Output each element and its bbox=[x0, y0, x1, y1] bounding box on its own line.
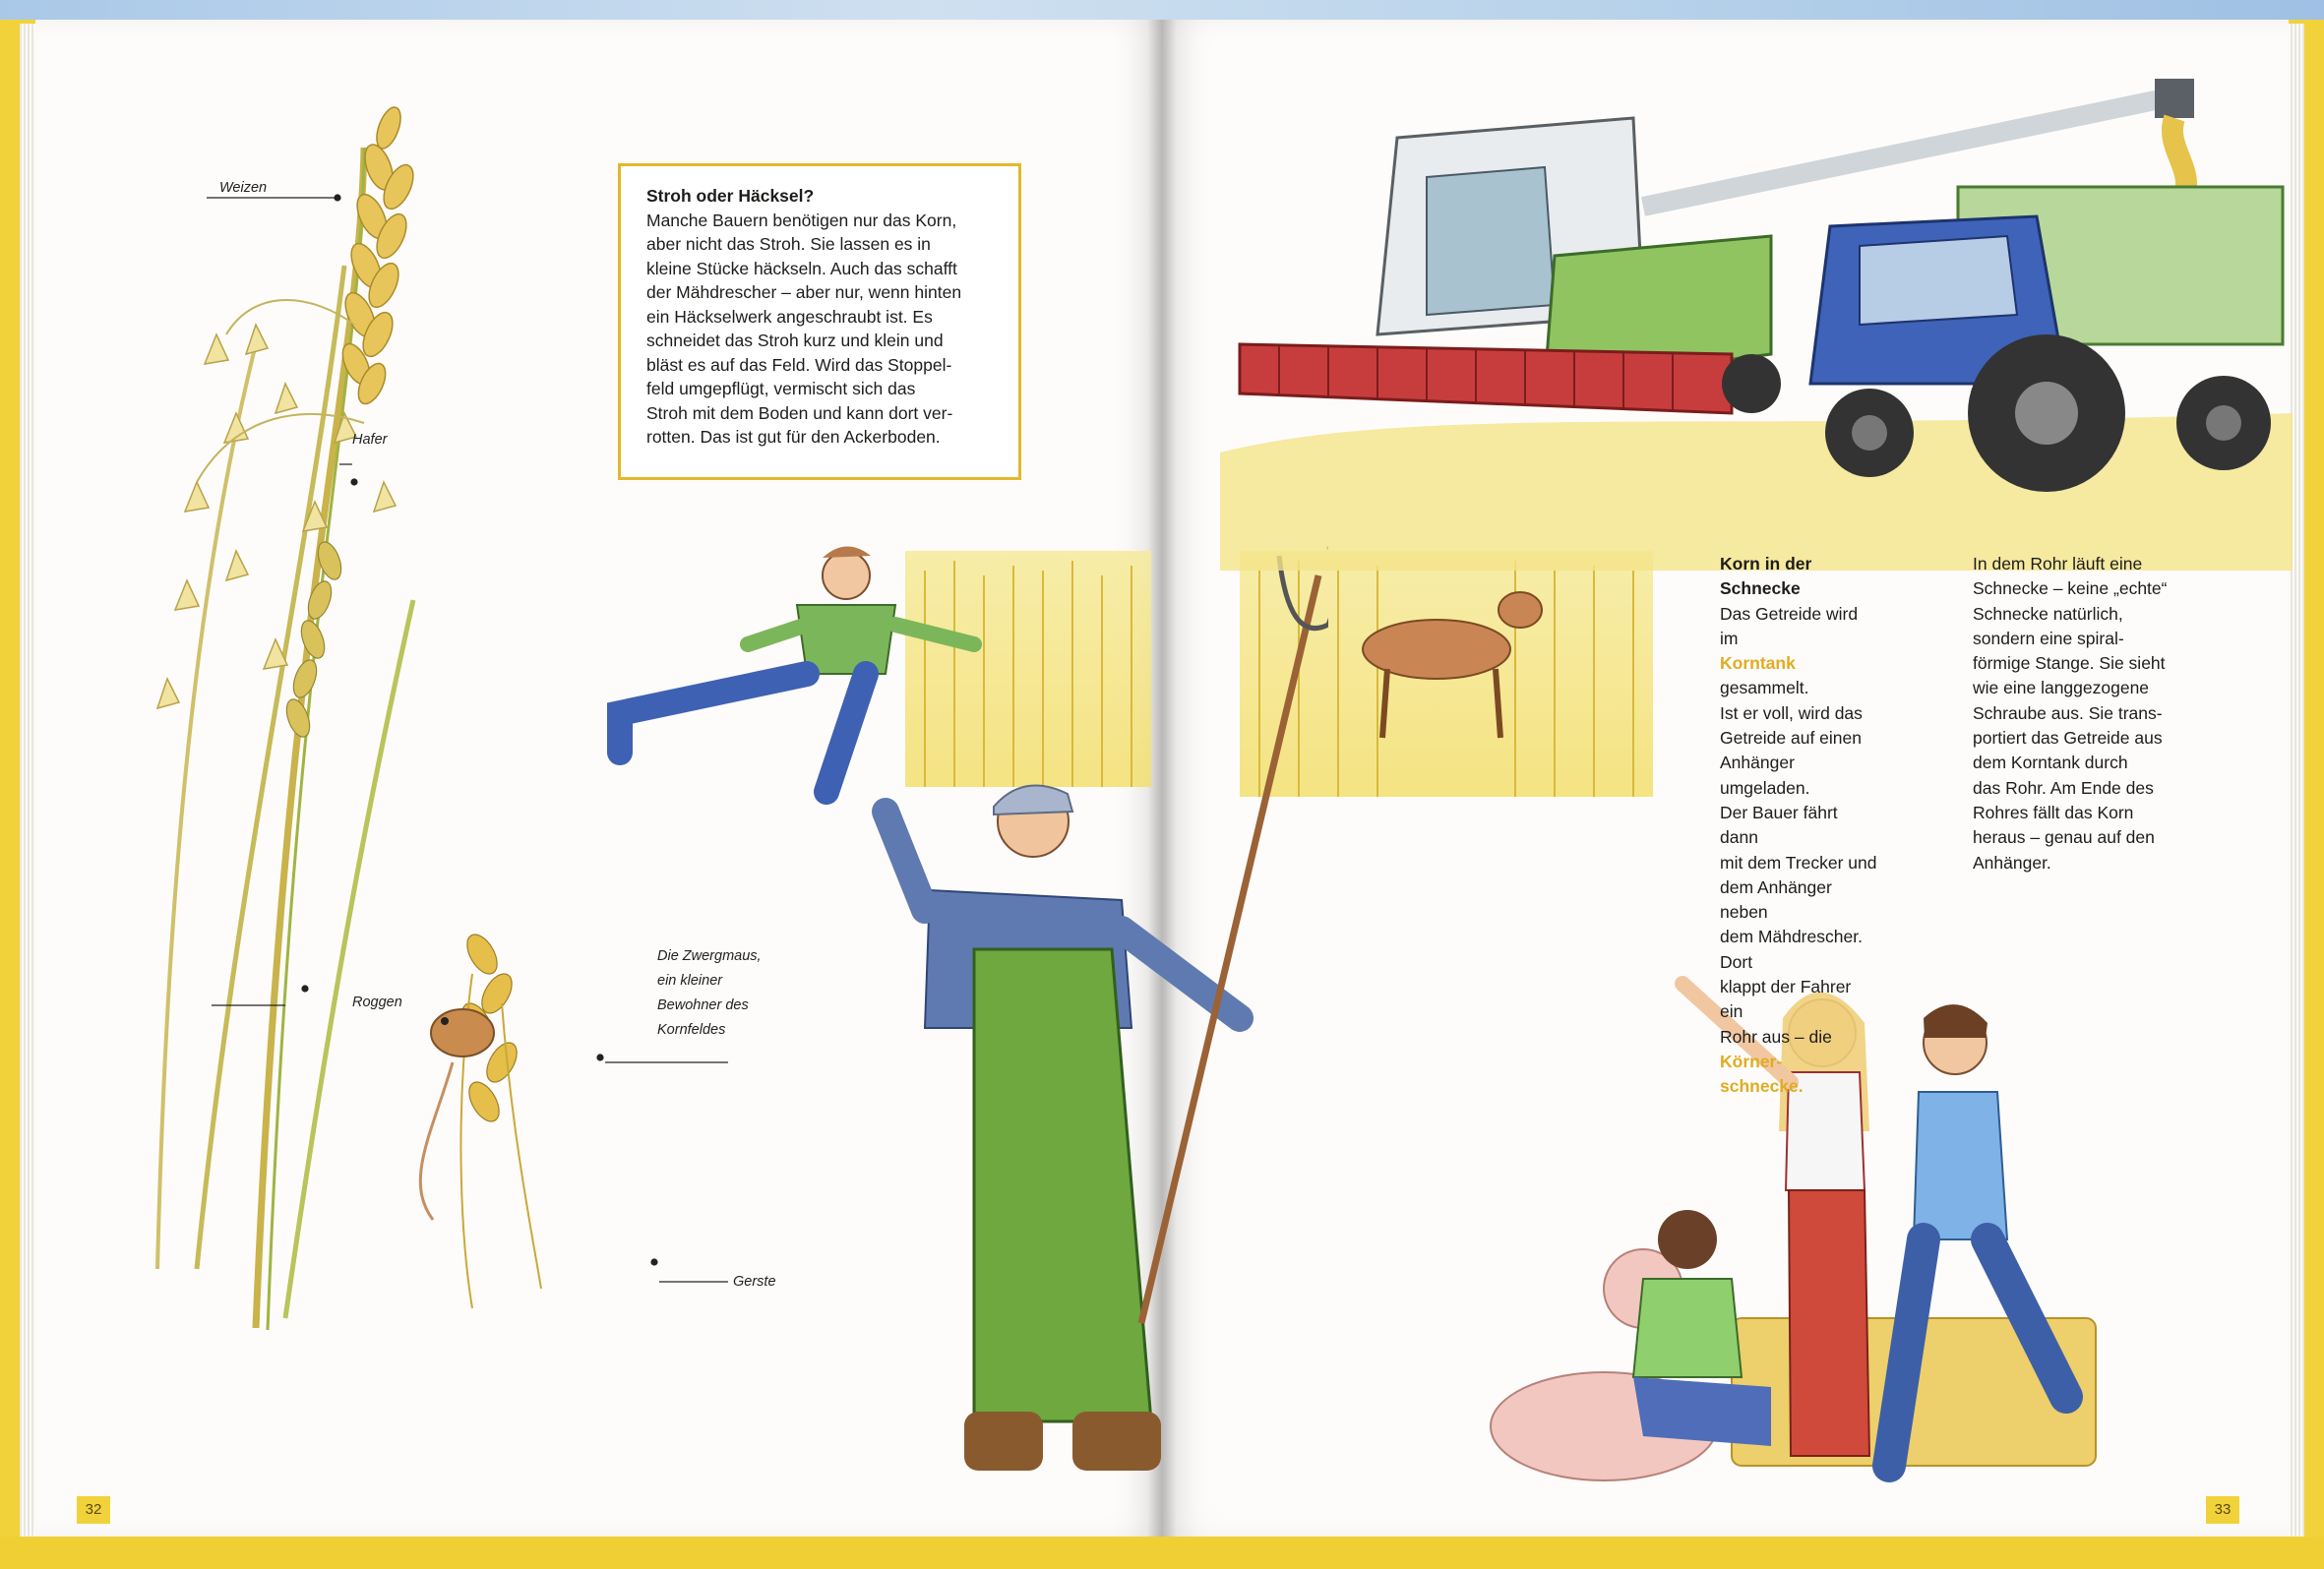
text-line bbox=[1720, 651, 1877, 701]
label-gerste: Gerste bbox=[733, 1274, 776, 1290]
text-line: heraus – genau auf den bbox=[1973, 827, 2155, 848]
label-zwergmaus-line: Die Zwergmaus, bbox=[657, 948, 762, 964]
info-box-line: kleine Stücke häckseln. Auch das schafft bbox=[646, 258, 957, 278]
text-line: Rohres fällt das Korn bbox=[1973, 802, 2134, 822]
label-zwergmaus-line: Kornfeldes bbox=[657, 1022, 726, 1038]
text-line: dem Anhänger neben bbox=[1720, 876, 1832, 923]
info-box-line: ein Häckselwerk angeschraubt ist. Es bbox=[646, 306, 933, 327]
info-box-line: der Mähdrescher – aber nur, wenn hinten bbox=[646, 282, 962, 302]
farmer-and-boy-illustration bbox=[600, 536, 1328, 1490]
highlight-koernerschnecke-end: schnecke. bbox=[1720, 1076, 1804, 1097]
sky-strip bbox=[0, 0, 2324, 20]
info-box-line: Stroh mit dem Boden und kann dort ver- bbox=[646, 402, 953, 423]
text-column-rohr bbox=[1973, 552, 2174, 875]
text-line bbox=[1720, 1025, 1877, 1075]
label-zwergmaus-line: Bewohner des bbox=[657, 997, 749, 1013]
text-line: dem Mähdrescher. Dort bbox=[1720, 927, 1863, 972]
highlight-korntank: Korntank bbox=[1720, 653, 1796, 674]
section-title: Korn in der Schnecke bbox=[1720, 554, 1812, 599]
text-fragment: gesammelt. bbox=[1720, 678, 1809, 698]
text-line: mit dem Trecker und bbox=[1720, 852, 1877, 873]
label-hafer: Hafer bbox=[352, 432, 388, 448]
text-line: In dem Rohr läuft eine bbox=[1973, 554, 2143, 573]
text-line: wie eine langgezogene bbox=[1973, 678, 2150, 698]
combine-harvester-illustration bbox=[1220, 59, 2293, 571]
text-line: klappt der Fahrer ein bbox=[1720, 977, 1852, 1022]
text-line: Schnecke – keine „echte“ bbox=[1973, 578, 2168, 599]
text-line: das Rohr. Am Ende des bbox=[1973, 777, 2154, 798]
info-box-title: Stroh oder Häcksel? bbox=[646, 186, 815, 206]
info-box-stroh-haecksel bbox=[618, 163, 1021, 480]
text-line: förmige Stange. Sie sieht bbox=[1973, 653, 2166, 674]
page-number-left: 32 bbox=[77, 1496, 110, 1524]
info-box-line: rotten. Das ist gut für den Ackerboden. bbox=[646, 427, 941, 447]
text-line: Das Getreide wird im bbox=[1720, 603, 1859, 648]
page-number-right: 33 bbox=[2206, 1496, 2239, 1524]
page-edges-left bbox=[20, 24, 35, 1537]
info-box-line: aber nicht das Stroh. Sie lassen es in bbox=[646, 234, 931, 254]
text-column-korn-in-der-schnecke bbox=[1720, 552, 1877, 1100]
text-line: Anhänger. bbox=[1973, 852, 2051, 873]
label-weizen: Weizen bbox=[219, 180, 268, 196]
info-box-line: bläst es auf das Feld. Wird das Stoppel- bbox=[646, 354, 952, 375]
background-yellow-right bbox=[2304, 821, 2324, 1537]
text-line: Ist er voll, wird das bbox=[1720, 702, 1863, 723]
info-box-line: schneidet das Stroh kurz und klein und bbox=[646, 331, 944, 350]
text-line: Schnecke natürlich, bbox=[1973, 603, 2123, 624]
text-line: Anhänger umgeladen. bbox=[1720, 753, 1810, 798]
text-line: Getreide auf einen bbox=[1720, 728, 1862, 749]
text-fragment: Rohr aus – die bbox=[1720, 1026, 1832, 1047]
info-box-line: Manche Bauern benötigen nur das Korn, bbox=[646, 210, 957, 230]
text-line: portiert das Getreide aus bbox=[1973, 728, 2163, 749]
text-line: dem Korntank durch bbox=[1973, 753, 2128, 773]
background-yellow-bottom bbox=[0, 1537, 2324, 1569]
text-line: sondern eine spiral- bbox=[1973, 628, 2124, 648]
info-box-line: feld umgepflügt, vermischt sich das bbox=[646, 379, 916, 398]
highlight-koernerschnecke: Körner- bbox=[1720, 1051, 1783, 1071]
text-line: Schraube aus. Sie trans- bbox=[1973, 702, 2163, 723]
label-zwergmaus-line: ein kleiner bbox=[657, 973, 723, 989]
text-line: Der Bauer fährt dann bbox=[1720, 802, 1838, 848]
label-roggen: Roggen bbox=[352, 995, 402, 1010]
